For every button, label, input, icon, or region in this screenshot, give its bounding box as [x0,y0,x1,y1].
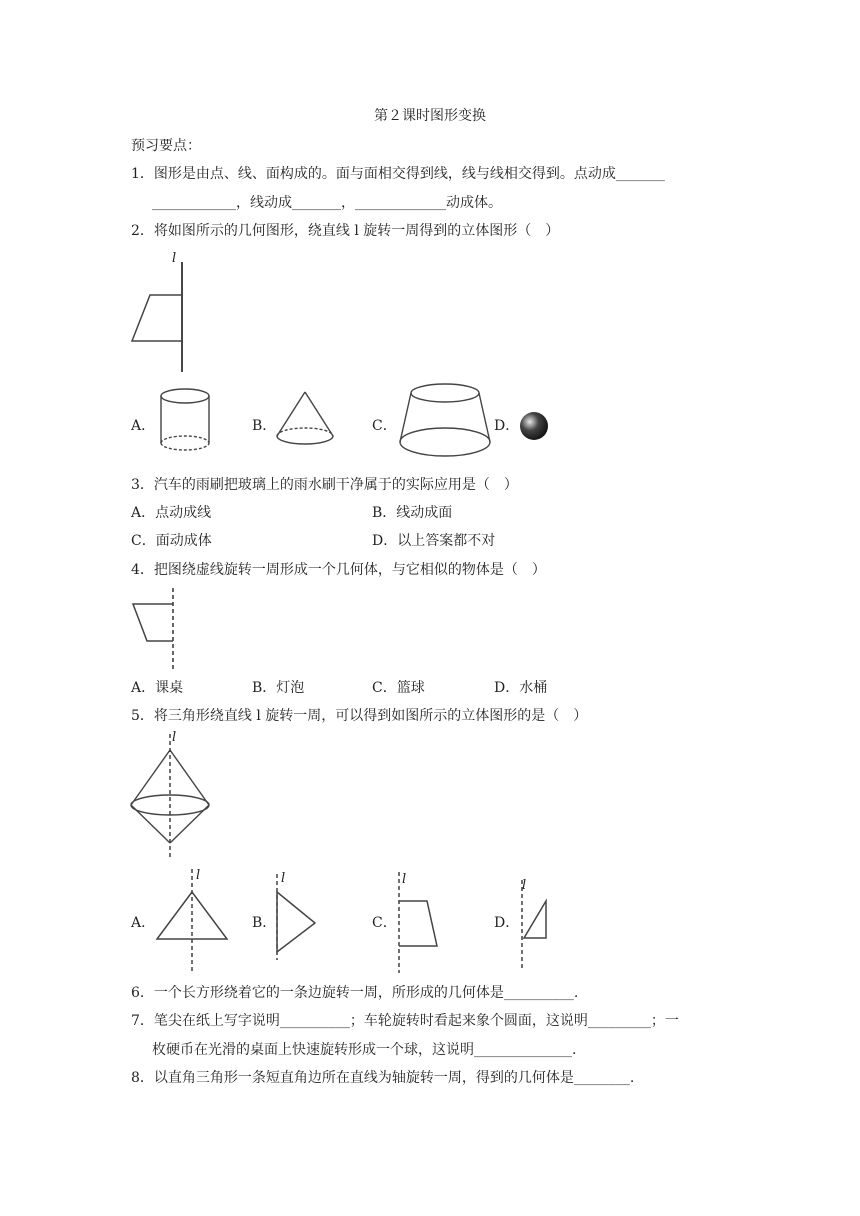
q3-option-d: D．以上答案都不对 [372,533,496,549]
q5-option-d-axis-label: l [522,878,527,893]
page-title: 第２课时图形变换 [374,108,486,124]
question-5-stem: 5．将三角形绕直线 l 旋转一周，可以得到如图所示的立体图形的是（ ） [131,708,588,724]
q5-option-b-axis-label: l [281,871,286,886]
question-3-stem: 3．汽车的雨刷把玻璃上的雨水刷干净属于的实际应用是（ ） [131,477,518,493]
q4-option-a: A．课桌 [131,680,184,696]
q2-axis-label: l [172,251,177,266]
q3-option-c: C．面动成体 [131,533,212,549]
q4-option-c: C．篮球 [372,680,425,696]
q5-option-a-isosceles-triangle [150,867,232,975]
q4-option-b: B．灯泡 [252,680,305,696]
question-6: 6．一个长方形绕着它的一条边旋转一周，所形成的几何体是__________. [131,985,579,1001]
q3-option-b: B．线动成面 [372,505,453,521]
q2-trapezoid-figure [125,250,205,375]
q5-option-b-label: B． [252,915,277,931]
q2-option-b-cone [272,388,338,453]
question-7-line-1: 7．笔尖在纸上写字说明__________；车轮旋转时看起来象个圆面，这说明_________；一 [131,1013,679,1029]
q5-option-a-label: A． [131,915,156,931]
q4-trapezoid-figure [128,585,188,675]
q5-double-cone-figure [125,728,217,863]
section-heading: 预习要点： [131,138,201,154]
q3-option-a: A．点动成线 [131,505,212,521]
q5-axis-label: l [172,730,177,745]
question-7-line-2: 枚硬币在光滑的桌面上快速旋转形成一个球，这说明______________. [152,1042,577,1058]
question-8: 8．以直角三角形一条短直角边所在直线为轴旋转一周，得到的几何体是________. [131,1070,635,1086]
q2-option-b-label: B． [252,418,277,434]
q5-option-c-label: C． [372,915,397,931]
q5-option-d-label: D． [494,915,520,931]
q5-option-a-axis-label: l [196,868,201,883]
q5-option-c-axis-label: l [402,872,407,887]
q2-option-d-label: D． [494,418,520,434]
q2-option-c-frustum [395,380,495,468]
q2-option-a-cylinder [155,385,217,460]
q2-option-c-label: C． [372,418,397,434]
question-2-stem: 2．将如图所示的几何图形，绕直线 l 旋转一周得到的立体图形（ ） [131,223,560,239]
q5-option-c-trapezoid [392,870,452,975]
question-1-line-2: ____________，线动成_______，_____________动成体。 [152,195,502,211]
question-4-stem: 4．把图绕虚线旋转一周形成一个几何体，与它相似的物体是（ ） [131,562,546,578]
q2-option-a-label: A． [131,418,156,434]
q4-option-d: D．水桶 [494,680,548,696]
q5-option-b-triangle [270,872,330,962]
q2-option-d-sphere [518,410,550,442]
question-1-line-1: 1．图形是由点、线、面构成的。面与面相交得到线，线与线相交得到。点动成_______ [131,166,665,182]
